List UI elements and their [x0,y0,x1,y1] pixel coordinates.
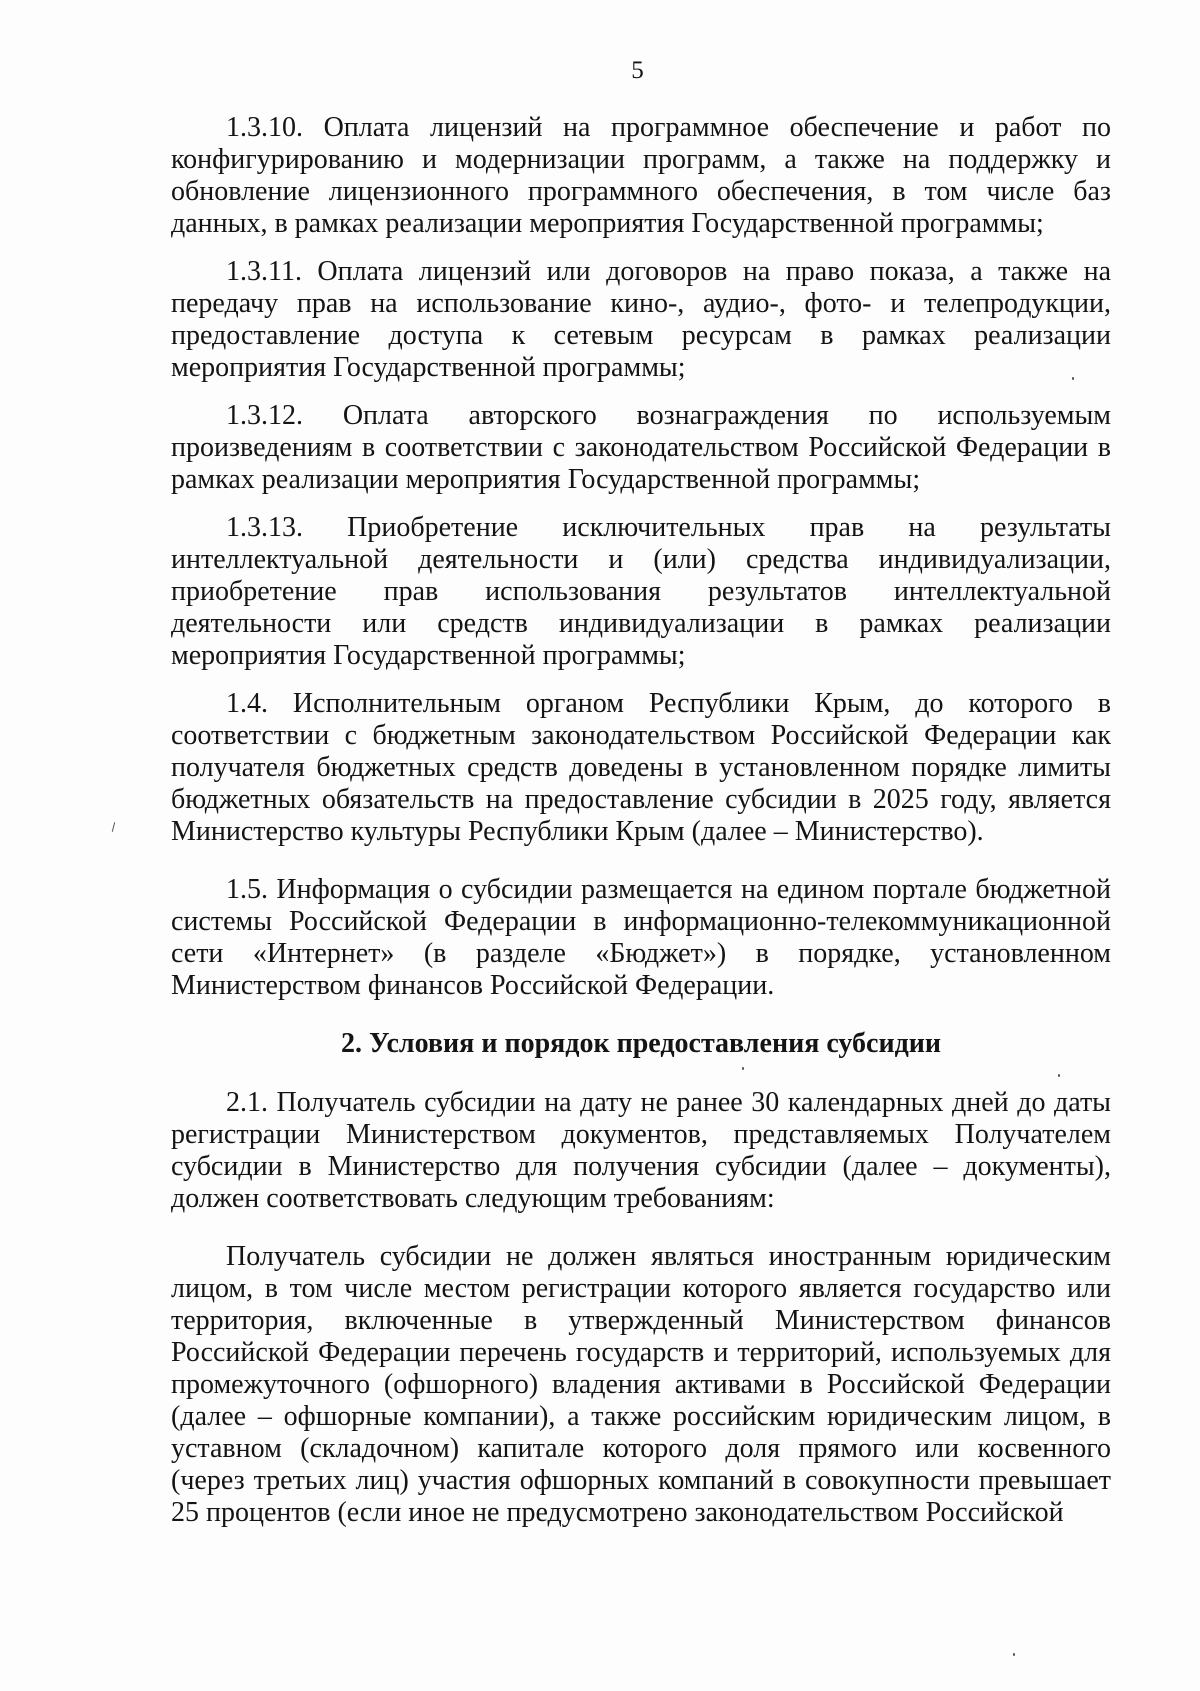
document-body [171,112,1111,1545]
scan-speck [742,1067,744,1070]
scan-speck [112,822,116,832]
paragraph-2-1: 2.1. Получатель субсидии на дату не ранее 30 календарных дней до даты регистрации Министерством документов, представляемых Получателем субсидии в Министерство для получения субсидии (далее – документы), должен соответствовать следующим требованиям: [171,1087,1111,1214]
paragraph-requirement: Получатель субсидии не должен являться иностранным юридическим лицом, в том числе местом регистрации которого является государство или территория, включенные в утвержденный Министерством финансов Российской Федерации перечень государств и территорий, используемых для промежуточного (офшорного) владения активами в Российской Федерации (далее – офшорные компании), а также российским юридическим лицом, в уставном (складочном) капитале которого доля прямого или косвенного (через третьих лиц) участия офшорных компаний в совокупности превышает 25 процентов (если иное не предусмотрено законодательством Российской [171,1241,1111,1528]
paragraph-1-3-10: 1.3.10. Оплата лицензий на программное обеспечение и работ по конфигурированию и модернизации программ, а также на поддержку и обновление лицензионного программного обеспечения, в том числе баз данных, в рамках реализации мероприятия Государственной программы; [171,112,1111,239]
paragraph-1-3-11: 1.3.11. Оплата лицензий или договоров на право показа, а также на передачу прав на использование кино-, аудио-, фото- и телепродукции, предоставление доступа к сетевым ресурсам в рамках реализации мероприятия Государственной программы; [171,256,1111,383]
scan-speck [1072,377,1074,380]
section-heading: 2. Условия и порядок предоставления субсидии [340,1028,942,1059]
scan-speck [1058,1074,1060,1077]
paragraph-1-4: 1.4. Исполнительным органом Республики Крым, до которого в соответствии с бюджетным законодательством Российской Федерации как получателя бюджетных средств доведены в установленном порядке лимиты бюджетных обязательств на предоставление субсидии в 2025 году, является Министерство культуры Республики Крым (далее – Министерство). [171,688,1111,847]
scan-speck [1013,1653,1015,1656]
paragraph-1-3-12: 1.3.12. Оплата авторского вознаграждения по используемым произведениям в соответствии с законодательством Российской Федерации в рамках реализации мероприятия Государственной программы; [171,400,1111,495]
page-number: 5 [631,57,644,84]
paragraph-1-3-13: 1.3.13. Приобретение исключительных прав на результаты интеллектуальной деятельности и (или) средства индивидуализации, приобретение прав использования результатов интеллектуальной деятельности или средств индивидуализации в рамках реализации мероприятия Государственной программы; [171,512,1111,671]
paragraph-1-5: 1.5. Информация о субсидии размещается на едином портале бюджетной системы Российской Федерации в информационно-телекоммуникационной сети «Интернет» (в разделе «Бюджет») в порядке, установленном Министерством финансов Российской Федерации. [171,874,1111,1001]
